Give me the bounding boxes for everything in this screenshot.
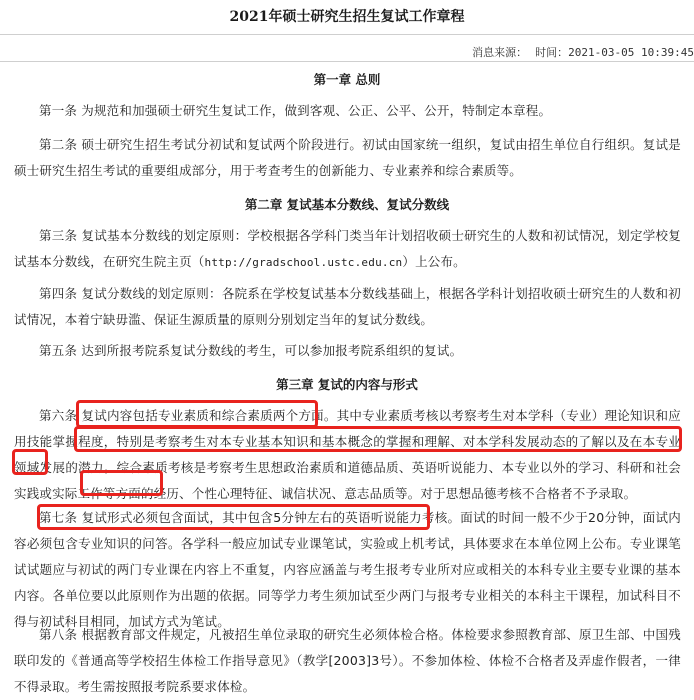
- article-title: 2021年硕士研究生招生复试工作章程: [229, 9, 465, 25]
- time-value: 2021-03-05 10:39:45: [568, 46, 694, 59]
- article-paragraph: 第二条 硕士研究生招生考试分初试和复试两个阶段进行。初试由国家统一组织，复试由招生单位自行组织。复试是硕士研究生招生考试的重要组成部分，用于考查考生的创新能力、专业素养和综合素质等。: [14, 137, 681, 178]
- chapter-heading: 第二章 复试基本分数线、复试分数线: [244, 197, 450, 212]
- chapter-heading: 第一章 总则: [313, 72, 381, 87]
- article-paragraph: [14, 223, 681, 276]
- article-paragraph: 第五条 达到所报考院系复试分数线的考生，可以参加报考院系组织的复试。: [39, 343, 463, 358]
- article-meta: [472, 44, 694, 60]
- source-label: 消息来源：: [472, 46, 528, 59]
- time-label: 时间：: [535, 46, 569, 59]
- title-divider: [0, 34, 694, 35]
- paragraph-text: ）上公布。: [402, 254, 466, 269]
- gradschool-link[interactable]: http://gradschool.ustc.edu.cn: [204, 256, 403, 269]
- article-paragraph: 第一条 为规范和加强硕士研究生复试工作，做到客观、公正、公平、公开，特制定本章程。: [39, 103, 552, 118]
- chapter-heading: 第三章 复试的内容与形式: [276, 377, 418, 392]
- paragraph-text: 第三条 复试基本分数线的划定原则：学校根据各学科门类当年计划招收硕士研究生的人数和初试情况，划定学校复试基本分数线，在研究生院主页（: [14, 228, 681, 269]
- article-paragraph: 第四条 复试分数线的划定原则：各院系在学校复试基本分数线基础上，根据各学科计划招收硕士研究生的人数和初试情况，本着宁缺毋滥、保证生源质量的原则分别划定当年的复试分数线。: [14, 286, 681, 327]
- article-paragraph: 第六条 复试内容包括专业素质和综合素质两个方面。其中专业素质考核以考察考生对本学科（专业）理论知识和应用技能掌握程度，特别是考察考生对本专业基本知识和基本概念的掌握和理解、对本学科发展动态的了解以及在本专业领域发展的潜力。综合素质考核是考察考生思想政治素质和道德品质、英语听说能力、本专业以外的学习、科研和社会实践或实际工作等方面的经历、个性心理特征、诚信状况、意志品质等。对于思想品德考核不合格者不予录取。: [14, 408, 681, 501]
- article-paragraph: 第八条 根据教育部文件规定，凡被招生单位录取的研究生必须体检合格。体检要求参照教育部、原卫生部、中国残联印发的《普通高等学校招生体检工作指导意见》（教学[2003]3号）。不参加体检、体检不合格者及弄虚作假者，一律不得录取。考生需按照报考院系要求体检。: [14, 627, 681, 694]
- article-paragraph: 第七条 复试形式必须包含面试，其中包含5分钟左右的英语听说能力考核。面试的时间一般不少于20分钟，面试内容必须包含专业知识的问答。各学科一般应加试专业课笔试，实验或上机考试，具体要求在本单位网上公布。专业课笔试试题应与初试的两门专业课在内容上不重复，内容应涵盖与考生报考专业所对应或相关的本科专业主要专业课的基本内容。各单位要以此原则作为出题的依据。同等学力考生须加试至少两门与报考专业相关的本科主干课程，加试科目不得与初试科目相同，加试方式为笔试。: [14, 510, 681, 629]
- meta-divider: [0, 61, 694, 62]
